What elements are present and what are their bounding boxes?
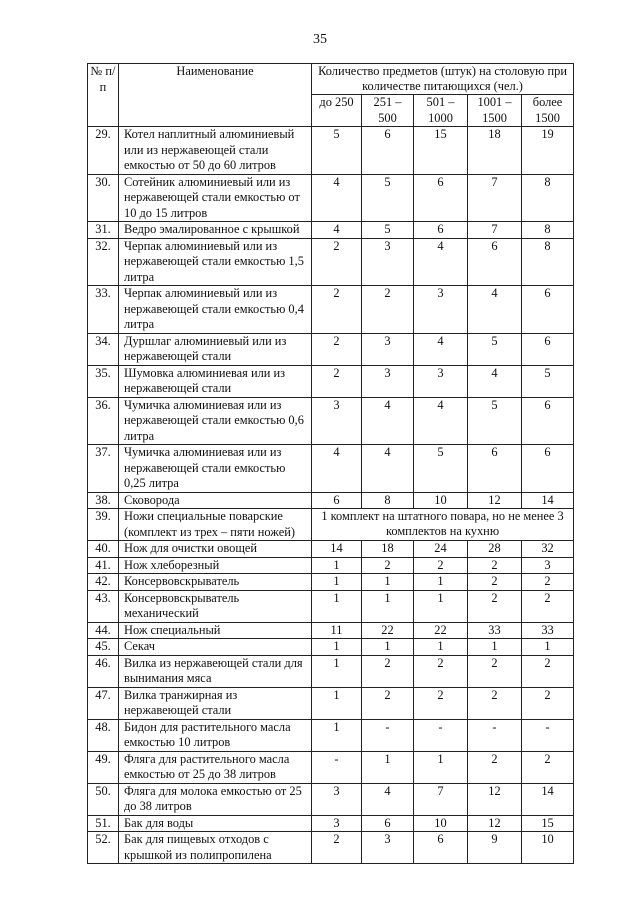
quantity-cell: 10: [522, 832, 574, 864]
item-name: Котел наплитный алюминиевый или из нержавеющей стали емкостью от 50 до 60 литров: [119, 127, 312, 175]
item-name: Консервовскрыватель: [119, 574, 312, 591]
item-name: Нож хлеборезный: [119, 557, 312, 574]
quantity-cell: 7: [468, 174, 522, 222]
table-row: [88, 751, 574, 783]
header-quantity-group: Количество предметов (штук) на столовую при количестве питающихся (чел.): [312, 64, 574, 95]
quantity-cell: 12: [468, 492, 522, 509]
quantity-cell: 2: [468, 557, 522, 574]
table-body: [88, 127, 574, 864]
quantity-cell: -: [362, 719, 414, 751]
row-number: 50.: [88, 783, 119, 815]
row-number: 46.: [88, 655, 119, 687]
quantity-cell: 4: [362, 445, 414, 493]
quantity-cell: 4: [414, 238, 468, 286]
quantity-cell: 10: [414, 492, 468, 509]
row-number: 33.: [88, 286, 119, 334]
table-row: [88, 541, 574, 558]
table-row: [88, 832, 574, 864]
table-row: [88, 783, 574, 815]
row-number: 47.: [88, 687, 119, 719]
row-number: 38.: [88, 492, 119, 509]
quantity-cell: 2: [362, 557, 414, 574]
item-name: Шумовка алюминиевая или из нержавеющей стали: [119, 365, 312, 397]
table-row: [88, 492, 574, 509]
quantity-cell: 1: [522, 639, 574, 656]
quantity-cell: 18: [362, 541, 414, 558]
item-name: Консервовскрыватель механический: [119, 590, 312, 622]
item-name: Фляга для молока емкостью от 25 до 38 литров: [119, 783, 312, 815]
row-number: 39.: [88, 509, 119, 541]
table-row: [88, 815, 574, 832]
table-row: [88, 687, 574, 719]
table-row: [88, 238, 574, 286]
quantity-cell: 4: [312, 174, 362, 222]
quantity-cell: 28: [468, 541, 522, 558]
quantity-cell: 4: [312, 445, 362, 493]
quantity-cell: 3: [362, 832, 414, 864]
header-num: № п/п: [88, 64, 119, 127]
quantity-cell: 1: [362, 751, 414, 783]
quantity-cell: -: [468, 719, 522, 751]
quantity-cell: 1: [414, 751, 468, 783]
quantity-cell: 32: [522, 541, 574, 558]
quantity-cell: 7: [414, 783, 468, 815]
quantity-cell: 33: [522, 622, 574, 639]
quantity-cell: 22: [414, 622, 468, 639]
quantity-cell: 9: [468, 832, 522, 864]
quantity-cell: 2: [312, 238, 362, 286]
quantity-cell: 2: [522, 655, 574, 687]
quantity-cell: 5: [362, 222, 414, 239]
row-number: 49.: [88, 751, 119, 783]
row-number: 44.: [88, 622, 119, 639]
quantity-cell: 14: [522, 783, 574, 815]
quantity-cell: 6: [414, 832, 468, 864]
quantity-cell: 2: [468, 751, 522, 783]
table-row: [88, 174, 574, 222]
quantity-cell: 4: [468, 365, 522, 397]
header-col-2: 251 – 500: [362, 95, 414, 127]
table-row: [88, 590, 574, 622]
quantity-cell: 8: [522, 222, 574, 239]
table-row: [88, 719, 574, 751]
quantity-cell: 1: [362, 639, 414, 656]
quantity-cell: 6: [522, 445, 574, 493]
quantity-cell: 2: [312, 365, 362, 397]
quantity-cell: 1: [362, 590, 414, 622]
quantity-cell: 15: [414, 127, 468, 175]
table-row: [88, 397, 574, 445]
quantity-cell: 1: [312, 590, 362, 622]
quantity-cell: 33: [468, 622, 522, 639]
item-name: Дуршлаг алюминиевый или из нержавеющей стали: [119, 333, 312, 365]
quantity-cell: 2: [522, 751, 574, 783]
quantity-cell: 6: [414, 174, 468, 222]
quantity-cell: 1: [414, 590, 468, 622]
row-number: 37.: [88, 445, 119, 493]
quantity-cell: 3: [312, 815, 362, 832]
item-name: Секач: [119, 639, 312, 656]
quantity-cell: 14: [312, 541, 362, 558]
quantity-cell: 4: [312, 222, 362, 239]
header-col-4: 1001 – 1500: [468, 95, 522, 127]
header-name: Наименование: [119, 64, 312, 127]
table-row: [88, 557, 574, 574]
quantity-cell: 6: [362, 815, 414, 832]
quantity-cell: 1: [312, 655, 362, 687]
row-number: 29.: [88, 127, 119, 175]
item-name: Бак для пищевых отходов с крышкой из полипропилена: [119, 832, 312, 864]
quantity-cell: 14: [522, 492, 574, 509]
quantity-cell: 3: [522, 557, 574, 574]
table-row: [88, 333, 574, 365]
quantity-cell: 2: [468, 574, 522, 591]
quantity-cell: 2: [522, 590, 574, 622]
quantity-cell: 7: [468, 222, 522, 239]
quantity-cell: 2: [468, 655, 522, 687]
item-name: Нож для очистки овощей: [119, 541, 312, 558]
quantity-cell: 6: [414, 222, 468, 239]
quantity-cell: 12: [468, 783, 522, 815]
item-name: Сотейник алюминиевый или из нержавеющей стали емкостью от 10 до 15 литров: [119, 174, 312, 222]
quantity-cell: 8: [522, 174, 574, 222]
quantity-cell: 22: [362, 622, 414, 639]
item-name: Черпак алюминиевый или из нержавеющей стали емкостью 1,5 литра: [119, 238, 312, 286]
quantity-cell: 2: [522, 687, 574, 719]
quantity-cell: 2: [468, 590, 522, 622]
table-row: [88, 365, 574, 397]
quantity-cell: 3: [312, 397, 362, 445]
quantity-cell: 5: [414, 445, 468, 493]
quantity-cell: 1: [312, 557, 362, 574]
quantity-cell: 5: [468, 397, 522, 445]
quantity-cell: 4: [414, 333, 468, 365]
row-number: 43.: [88, 590, 119, 622]
quantity-cell: 5: [522, 365, 574, 397]
quantity-cell: 2: [414, 655, 468, 687]
quantity-cell: 2: [312, 333, 362, 365]
quantity-cell: 4: [468, 286, 522, 334]
quantity-cell: -: [522, 719, 574, 751]
page-number: 35: [313, 32, 327, 47]
quantity-cell: 5: [468, 333, 522, 365]
quantity-cell: 2: [362, 655, 414, 687]
quantity-cell: 8: [362, 492, 414, 509]
row-number: 42.: [88, 574, 119, 591]
table-row: [88, 622, 574, 639]
equipment-table: [87, 63, 574, 864]
quantity-cell: -: [312, 751, 362, 783]
item-name: Черпак алюминиевый или из нержавеющей стали емкостью 0,4 литра: [119, 286, 312, 334]
item-name: Бидон для растительного масла емкостью 10 литров: [119, 719, 312, 751]
quantity-cell: 1: [312, 574, 362, 591]
quantity-cell: 2: [362, 687, 414, 719]
quantity-cell: 3: [362, 333, 414, 365]
table-row: [88, 286, 574, 334]
item-name: Фляга для растительного масла емкостью от 25 до 38 литров: [119, 751, 312, 783]
quantity-cell: 6: [468, 445, 522, 493]
quantity-cell: 6: [522, 333, 574, 365]
quantity-cell: 1: [312, 687, 362, 719]
row-number: 30.: [88, 174, 119, 222]
quantity-cell: 2: [362, 286, 414, 334]
quantity-cell: 2: [414, 557, 468, 574]
quantity-cell: 19: [522, 127, 574, 175]
quantity-cell: 6: [522, 286, 574, 334]
item-name: Вилка транжирная из нержавеющей стали: [119, 687, 312, 719]
quantity-cell: 1: [312, 719, 362, 751]
quantity-cell: 1: [414, 639, 468, 656]
quantity-cell: 18: [468, 127, 522, 175]
quantity-cell: 4: [414, 397, 468, 445]
quantity-cell: 24: [414, 541, 468, 558]
table-row: [88, 127, 574, 175]
quantity-cell: 5: [312, 127, 362, 175]
row-number: 51.: [88, 815, 119, 832]
row-number: 45.: [88, 639, 119, 656]
row-number: 35.: [88, 365, 119, 397]
quantity-cell: 1: [312, 639, 362, 656]
header-col-5: более 1500: [522, 95, 574, 127]
item-name: Ведро эмалированное с крышкой: [119, 222, 312, 239]
quantity-cell: 3: [414, 286, 468, 334]
table-row: [88, 574, 574, 591]
table-row: [88, 639, 574, 656]
quantity-cell: 6: [468, 238, 522, 286]
row-number: 52.: [88, 832, 119, 864]
quantity-cell: 2: [312, 832, 362, 864]
quantity-cell: 4: [362, 783, 414, 815]
quantity-note: 1 комплект на штатного повара, но не менее 3 комплектов на кухню: [312, 509, 574, 541]
quantity-cell: 6: [362, 127, 414, 175]
quantity-cell: 8: [522, 238, 574, 286]
quantity-cell: 1: [414, 574, 468, 591]
quantity-cell: 4: [362, 397, 414, 445]
quantity-cell: 3: [362, 238, 414, 286]
row-number: 41.: [88, 557, 119, 574]
header-col-1: до 250: [312, 95, 362, 127]
item-name: Ножи специальные поварские (комплект из трех – пяти ножей): [119, 509, 312, 541]
table-row: [88, 445, 574, 493]
item-name: Вилка из нержавеющей стали для вынимания мяса: [119, 655, 312, 687]
quantity-cell: 2: [414, 687, 468, 719]
quantity-cell: -: [414, 719, 468, 751]
row-number: 36.: [88, 397, 119, 445]
quantity-cell: 2: [522, 574, 574, 591]
quantity-cell: 3: [312, 783, 362, 815]
quantity-cell: 1: [468, 639, 522, 656]
quantity-cell: 5: [362, 174, 414, 222]
row-number: 31.: [88, 222, 119, 239]
quantity-cell: 2: [312, 286, 362, 334]
row-number: 48.: [88, 719, 119, 751]
quantity-cell: 2: [468, 687, 522, 719]
quantity-cell: 10: [414, 815, 468, 832]
quantity-cell: 15: [522, 815, 574, 832]
table-row: [88, 655, 574, 687]
row-number: 40.: [88, 541, 119, 558]
item-name: Бак для воды: [119, 815, 312, 832]
quantity-cell: 3: [414, 365, 468, 397]
row-number: 34.: [88, 333, 119, 365]
header-col-3: 501 – 1000: [414, 95, 468, 127]
quantity-cell: 1: [362, 574, 414, 591]
item-name: Чумичка алюминиевая или из нержавеющей стали емкостью 0,25 литра: [119, 445, 312, 493]
item-name: Сковорода: [119, 492, 312, 509]
table-row: [88, 222, 574, 239]
item-name: Нож специальный: [119, 622, 312, 639]
quantity-cell: 12: [468, 815, 522, 832]
quantity-cell: 6: [522, 397, 574, 445]
item-name: Чумичка алюминиевая или из нержавеющей стали емкостью 0,6 литра: [119, 397, 312, 445]
table-row: [88, 509, 574, 541]
quantity-cell: 6: [312, 492, 362, 509]
quantity-cell: 11: [312, 622, 362, 639]
quantity-cell: 3: [362, 365, 414, 397]
row-number: 32.: [88, 238, 119, 286]
